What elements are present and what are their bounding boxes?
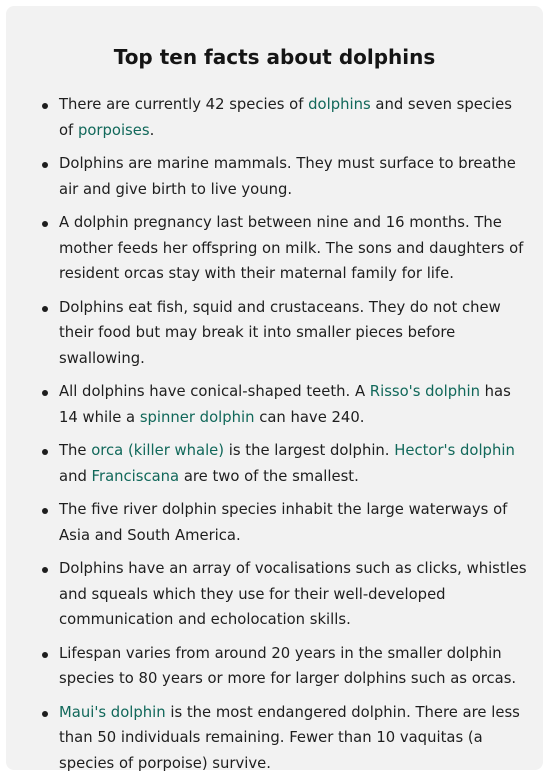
fact-link[interactable]: dolphins [308, 96, 371, 113]
bullet-icon [42, 306, 48, 312]
fact-text: All dolphins have conical-shaped teeth. A [59, 383, 370, 400]
content-card [6, 6, 543, 770]
bullet-icon [42, 652, 48, 658]
fact-item [48, 295, 528, 372]
bullet-icon [42, 162, 48, 168]
fact-text: A dolphin pregnancy last between nine and 16 months. The mother feeds her offspring on milk. The sons and daughters of resident orcas stay with their maternal family for life. [59, 214, 524, 282]
fact-item [48, 556, 528, 633]
bullet-icon [42, 508, 48, 514]
fact-text: and [59, 467, 92, 485]
fact-item [48, 700, 528, 777]
fact-link[interactable]: Franciscana [91, 467, 180, 485]
bullet-icon [42, 711, 48, 717]
fact-item [48, 210, 528, 287]
fact-item [48, 379, 528, 430]
fact-text: is the largest dolphin. [224, 442, 395, 459]
bullet-icon [42, 567, 48, 573]
fact-text: The five river dolphin species inhabit the large waterways of Asia and South America. [59, 501, 508, 544]
fact-item [48, 497, 528, 548]
fact-text: and seven species of [59, 96, 512, 139]
fact-text: are two of the smallest. [179, 467, 359, 485]
fact-link[interactable]: Maui's dolphin [59, 703, 166, 721]
fact-link[interactable]: orca (killer whale) [91, 442, 225, 459]
fact-text: is the most endangered dolphin. There are less than 50 individuals remaining. Fewer than 10 vaquitas (a species of porpoise) survive. [59, 703, 520, 772]
fact-item [48, 151, 528, 202]
bullet-icon [42, 103, 48, 109]
fact-link[interactable]: porpoises [77, 121, 150, 139]
fact-link[interactable]: spinner dolphin [139, 408, 255, 426]
fact-item [48, 438, 528, 489]
fact-text: There are currently 42 species of [59, 96, 309, 113]
fact-text: can have 240. [254, 408, 365, 426]
fact-text: Lifespan varies from around 20 years in the smaller dolphin species to 80 years or more for larger dolphins such as orcas. [59, 644, 517, 687]
bullet-icon [42, 221, 48, 227]
facts-list [48, 92, 528, 784]
fact-text: Dolphins have an array of vocalisations such as clicks, whistles and squeals which they use for their well-developed communication and echolocation skills. [59, 560, 527, 628]
fact-item [48, 92, 528, 143]
fact-text: Dolphins eat fish, squid and crustaceans. They do not chew their food but may break it into smaller pieces before swallowing. [59, 298, 501, 367]
fact-text: has 14 while a [59, 383, 511, 426]
fact-item [48, 641, 528, 692]
fact-link[interactable]: Risso's dolphin [369, 383, 480, 400]
fact-text: . [149, 121, 155, 139]
page-title: Top ten facts about dolphins [113, 45, 436, 69]
bullet-icon [42, 449, 48, 455]
fact-text: Dolphins are marine mammals. They must surface to breathe air and give birth to live young. [59, 155, 516, 198]
fact-link[interactable]: Hector's dolphin [394, 442, 515, 459]
bullet-icon [42, 390, 48, 396]
fact-text: The [59, 442, 92, 459]
